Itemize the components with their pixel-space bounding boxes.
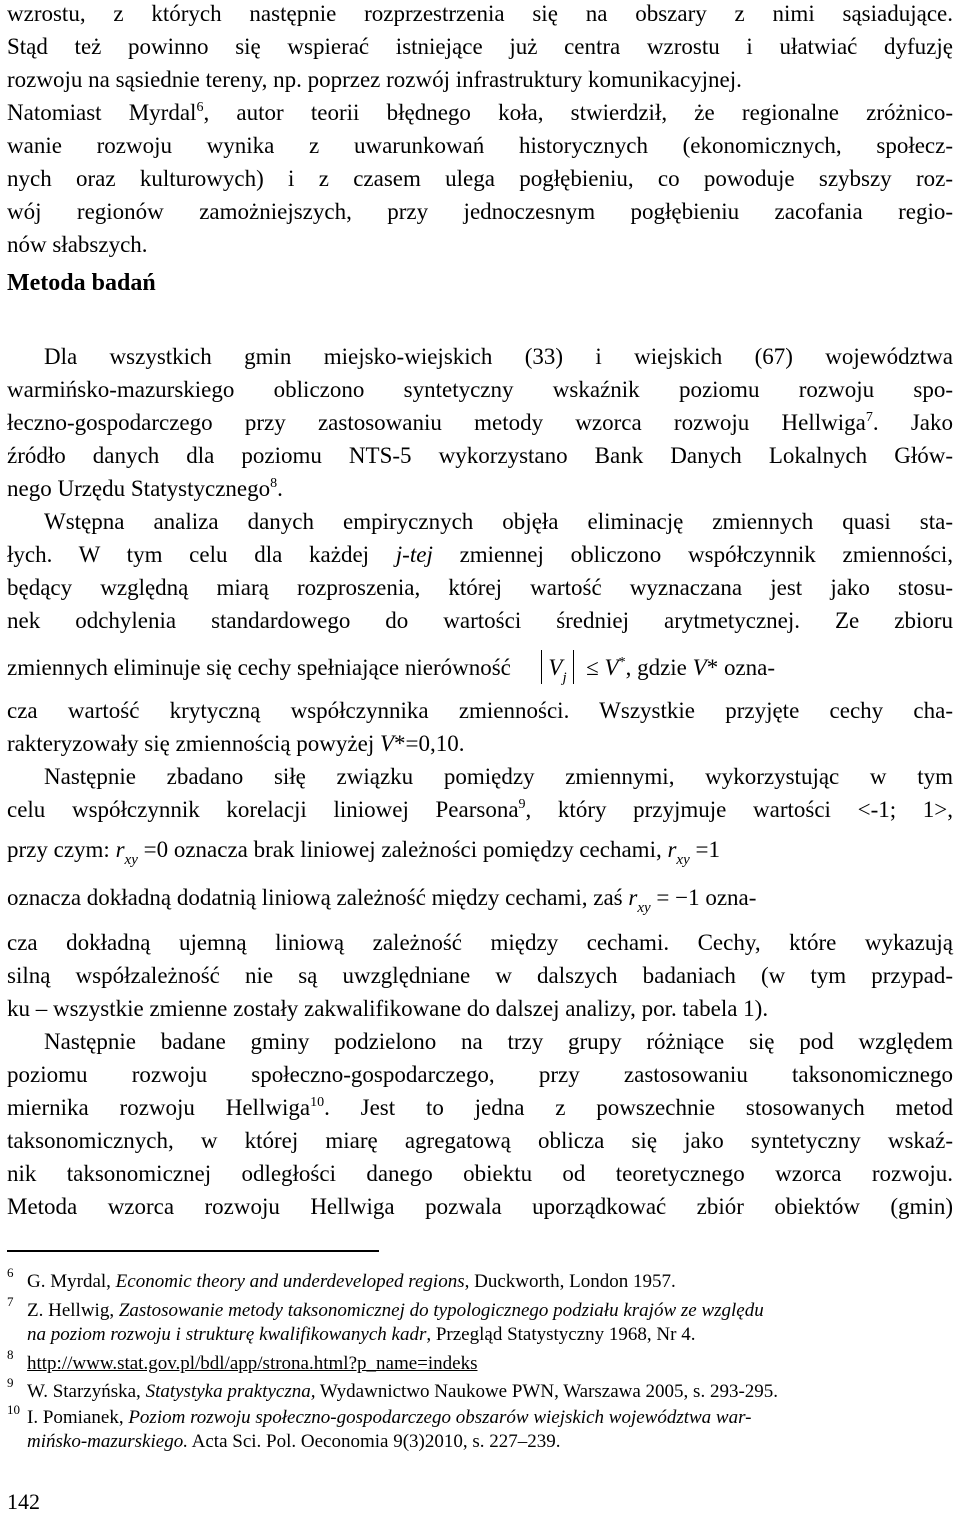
body-line: nik taksonomicznej odległości danego obiektu od teoretycznego wzorca rozwoju. xyxy=(7,1161,953,1186)
footnote-ref[interactable]: 7 xyxy=(865,410,873,425)
body-line: źródło danych dla poziomu NTS-5 wykorzystano Bank Danych Lokalnych Głów- xyxy=(7,443,953,468)
body-line-with-formula: przy czym: $r_{xy} =0$ oznacza brak liniowej zależności pomiędzy cechami, $r_{xy} =1$ xyxy=(7,837,720,868)
body-line: Natomiast Myrdal$^6$, autor teorii błędnego koła, stwierdził, że regionalne zróżnico- xyxy=(7,100,954,125)
section-heading: Metoda badań xyxy=(7,270,156,296)
body-line: wzrostu, z których następnie rozprzestrzenia się na obszary z nimi sąsiadujące. xyxy=(7,1,953,26)
body-line: taksonomicznych, w której miarę agregatową oblicza się jako syntetyczny wskaź- xyxy=(7,1128,953,1153)
footnote-8-link[interactable]: http://www.stat.gov.pl/bdl/app/strona.html?p_name=indeks xyxy=(27,1353,478,1374)
body-line: cza dokładną ujemną liniową zależność między cechami. Cechy, które wykazują xyxy=(7,930,953,955)
body-line: rozwoju na sąsiednie tereny, np. poprzez rozwój infrastruktury komunikacyjnej. xyxy=(7,67,742,92)
body-line: warmińsko-mazurskiego obliczono syntetyczny wskaźnik poziomu rozwoju spo- xyxy=(7,377,953,402)
body-line: wanie rozwoju wynika z uwarunkowań historycznych (ekonomicznych, społecz- xyxy=(7,133,953,158)
body-line: łych. W tym celu dla każdej j-tej zmiennej obliczono współczynnik zmienności, xyxy=(7,542,953,567)
body-line: silną współzależność nie są uwzględniane w dalszych badaniach (w tym przypad- xyxy=(7,963,953,988)
body-line: łeczno-gospodarczego przy zastosowaniu metody wzorca rozwoju Hellwiga$^7$. Jako xyxy=(7,410,953,435)
footnote-separator xyxy=(7,1250,379,1252)
body-line: nów słabszych. xyxy=(7,232,148,257)
body-line: wój regionów zamożniejszych, przy jednoczesnym pogłębieniu zacofania regio- xyxy=(7,199,953,224)
body-line: Następnie zbadano siłę związku pomiędzy zmiennymi, wykorzystując w tym xyxy=(44,764,953,789)
footnote-number: 8 xyxy=(7,1347,14,1362)
body-line: nek odchylenia standardowego do wartości średniej arytmetycznej. Ze zbioru xyxy=(7,608,953,633)
body-line: Stąd też powinno się wspierać istniejące już centra wzrostu i ułatwiać dyfuzję xyxy=(7,34,953,59)
footnote-number: 9 xyxy=(7,1375,14,1390)
body-line: Wstępna analiza danych empirycznych objęła eliminację zmiennych quasi sta- xyxy=(44,509,953,534)
body-line: nego Urzędu Statystycznego$^8$. xyxy=(7,476,283,501)
page-number: 142 xyxy=(7,1489,40,1514)
formula-v: V xyxy=(548,655,563,680)
footnote-ref[interactable]: 9 xyxy=(518,797,526,812)
body-line: Następnie badane gminy podzielono na trzy grupy różniące się pod względem xyxy=(44,1029,953,1054)
footnote-number: 6 xyxy=(7,1265,14,1280)
body-line: miernika rozwoju Hellwiga$^{10}$. Jest to jedna z powszechnie stosowanych metod xyxy=(7,1095,954,1120)
body-line: rakteryzowały się zmiennością powyżej V*=0,10. xyxy=(7,731,465,756)
footnote-9: W. Starzyńska, Statystyka praktyczna, Wydawnictwo Naukowe PWN, Warszawa 2005, s. 293-295. xyxy=(27,1381,779,1402)
footnote-number: 7 xyxy=(7,1294,14,1309)
footnote-10: I. Pomianek, Poziom rozwoju społeczno-gospodarczego obszarów wiejskich województwa war- xyxy=(27,1407,752,1428)
footnote-number: 10 xyxy=(7,1402,20,1417)
body-line: celu współczynnik korelacji liniowej Pearsona$^9$, który przyjmuje wartości <-1; 1>, xyxy=(7,797,953,822)
body-line-with-formula: oznacza dokładną dodatnią liniową zależność między cechami, zaś $r_{xy} = -1$ ozna- xyxy=(7,885,757,916)
footnote-ref[interactable]: 6 xyxy=(196,100,204,115)
footnote-7: Z. Hellwig, Zastosowanie metody taksonomicznej do typologicznego podziału krajów ze względu xyxy=(27,1300,764,1321)
body-line: poziomu rozwoju społeczno-gospodarczego, przy zastosowaniu taksonomicznego xyxy=(7,1062,953,1087)
footnote-6: G. Myrdal, Economic theory and underdeveloped regions, Duckworth, London 1957. xyxy=(27,1271,676,1292)
body-line: Dla wszystkich gmin miejsko-wiejskich (33) i wiejskich (67) województwa xyxy=(44,344,953,369)
body-line: Metoda wzorca rozwoju Hellwiga pozwala uporządkować zbiór obiektów (gmin) xyxy=(7,1194,953,1219)
body-line: będący względną miarą rozproszenia, której wartość wyznaczana jest jako stosu- xyxy=(7,575,953,600)
footnote-7-cont: na poziom rozwoju i strukturę kwalifikowanych kadr, Przegląd Statystyczny 1968, Nr 4. xyxy=(27,1324,696,1345)
footnote-ref[interactable]: 10 xyxy=(310,1095,325,1110)
body-line: cza wartość krytyczną współczynnika zmienności. Wszystkie przyjęte cechy cha- xyxy=(7,698,953,723)
body-line: nych oraz kulturowych) i z czasem ulega pogłębieniu, co powoduje szybszy roz- xyxy=(7,166,953,191)
body-line: ku – wszystkie zmienne zostały zakwalifikowane do dalszej analizy, por. tabela 1). xyxy=(7,996,769,1021)
footnote-ref[interactable]: 8 xyxy=(270,476,278,491)
footnote-10-cont: mińsko-mazurskiego. Acta Sci. Pol. Oeconomia 9(3)2010, s. 227–239. xyxy=(27,1431,561,1452)
body-line-with-formula: zmiennych eliminuje się cechy spełniające nierówność $V_j \le V^*$, gdzie V* ozna- xyxy=(7,650,953,677)
